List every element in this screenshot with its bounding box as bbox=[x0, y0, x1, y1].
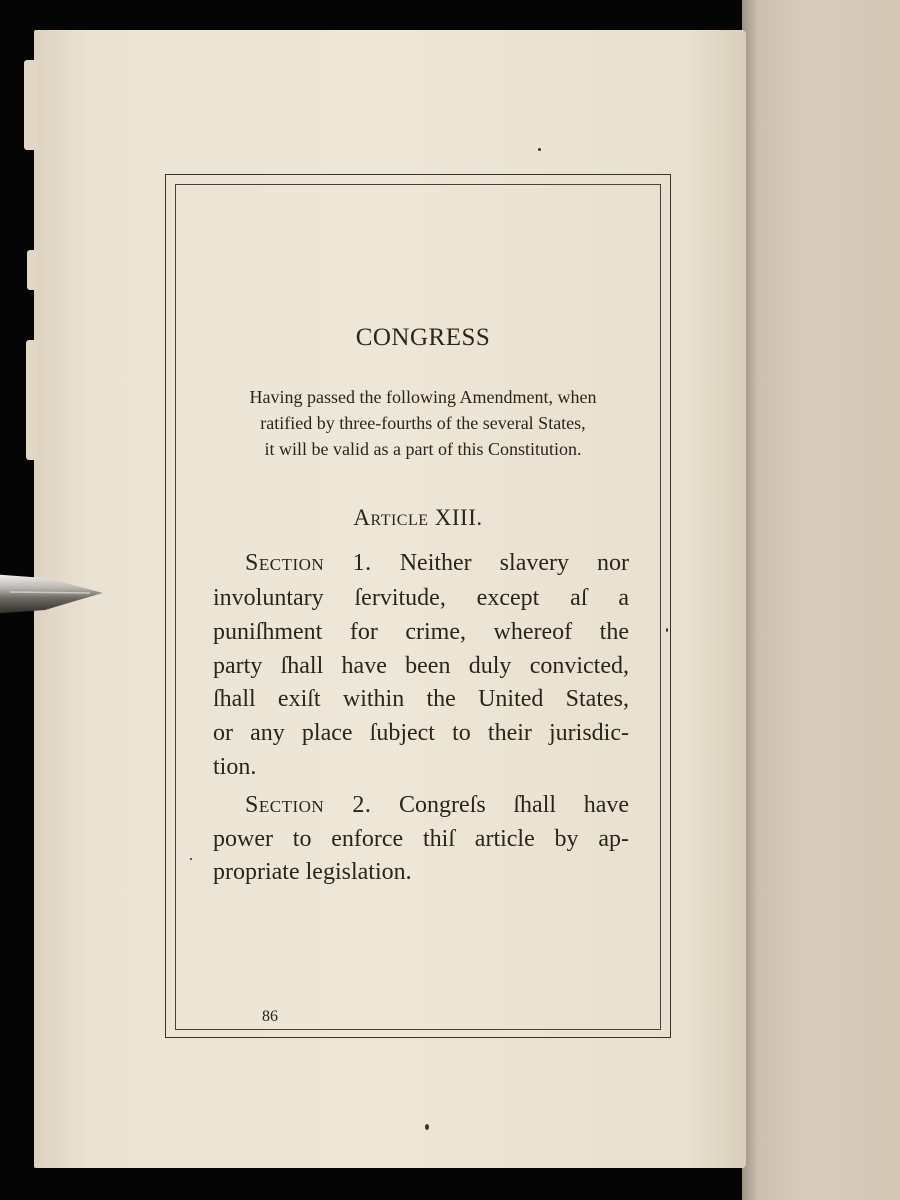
section-1-line: tion. bbox=[213, 754, 257, 780]
article-heading bbox=[175, 505, 661, 531]
intro-line: it will be valid as a part of this Constitution. bbox=[264, 439, 582, 459]
section-1-line: involuntary ſervitude, except aſ a bbox=[213, 585, 629, 611]
paper-speck bbox=[425, 1124, 429, 1130]
section-1-line: or any place ſubject to their jurisdic- bbox=[213, 720, 629, 746]
section-1-text: Neither slavery nor bbox=[399, 550, 629, 576]
intro-line: Having passed the following Amendment, when bbox=[249, 387, 597, 407]
paper-speck bbox=[666, 628, 668, 632]
facing-page bbox=[742, 0, 900, 1200]
page-edge-tab bbox=[27, 250, 37, 290]
page-edge-tab bbox=[24, 60, 38, 150]
section-2-label: Section 2. bbox=[245, 792, 372, 818]
page-heading: CONGRESS bbox=[355, 324, 491, 351]
intro-paragraph bbox=[175, 384, 671, 462]
page-number: 86 bbox=[262, 1008, 278, 1025]
intro-line: ratified by three-fourths of the several States, bbox=[260, 413, 586, 433]
article-word: Article bbox=[353, 505, 429, 530]
paper-speck bbox=[538, 148, 541, 151]
section-1-label: Section 1. bbox=[245, 550, 372, 576]
section-1-first-line bbox=[245, 548, 629, 578]
page-edge-tab bbox=[26, 340, 38, 460]
paper-speck bbox=[190, 858, 192, 860]
section-1-line: ſhall exiſt within the United States, bbox=[213, 686, 629, 712]
section-2-text: Congreſs ſhall have bbox=[399, 792, 630, 818]
section-2-line: propriate legislation. bbox=[213, 859, 412, 885]
article-numeral: XIII. bbox=[434, 505, 483, 530]
section-1-line: puniſhment for crime, whereof the bbox=[213, 619, 629, 645]
section-1-line: party ſhall have been duly convicted, bbox=[213, 653, 629, 679]
pen-tip-icon bbox=[0, 566, 105, 618]
section-2-first-line bbox=[245, 790, 629, 820]
section-2-line: power to enforce thiſ article by ap- bbox=[213, 826, 629, 852]
